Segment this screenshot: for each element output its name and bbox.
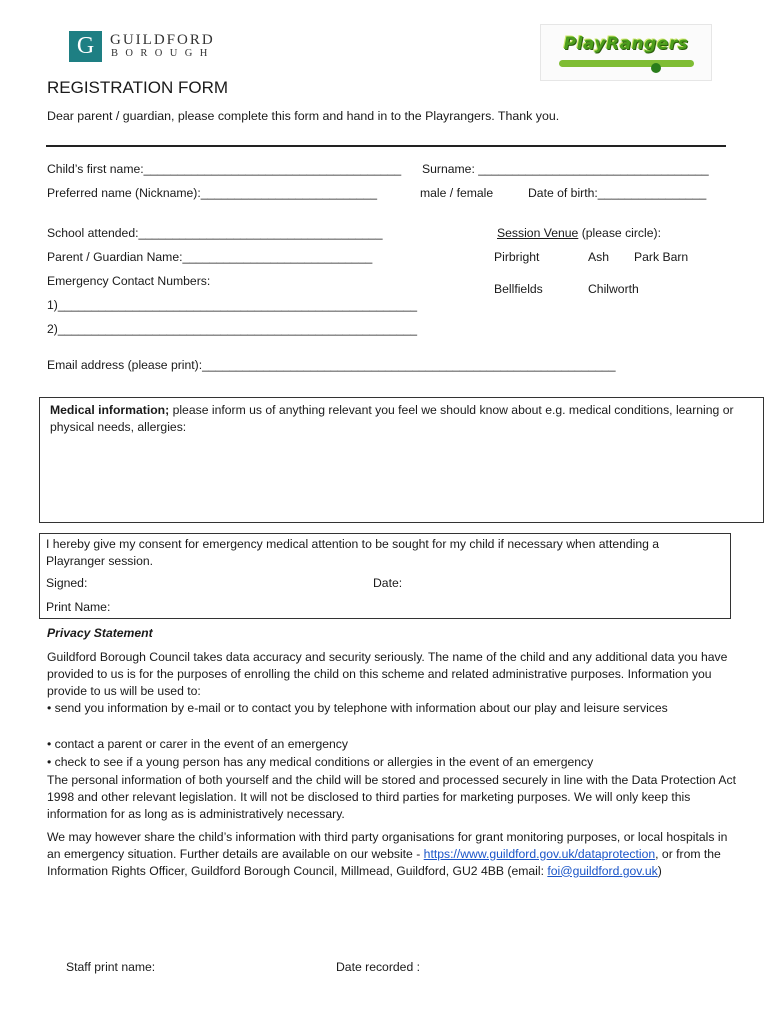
- foi-email-link[interactable]: foi@guildford.gov.uk: [547, 863, 658, 878]
- privacy-paragraph-2: The personal information of both yourself and the child will be stored and processed securely in line with the Data Protection Act 1998 and other relevant legislation. It will not be disclosed to third parties for marketing purposes. We will only keep this information for as long as is administratively necessary.: [47, 773, 736, 821]
- venue-option-chilworth[interactable]: Chilworth: [588, 282, 639, 296]
- privacy-bullet-2: • contact a parent or carer in the event of an emergency: [47, 737, 348, 751]
- consent-statement: I hereby give my consent for emergency medical attention to be sought for my child if necessary when attending a Playranger session.: [46, 537, 660, 568]
- consent-box: [39, 533, 731, 619]
- form-title: REGISTRATION FORM: [47, 78, 229, 97]
- privacy-paragraph-1: Guildford Borough Council takes data accuracy and security seriously. The name of the child and any additional data you have provided to us is for the purposes of enrolling the child on this scheme and related administrative purposes. Information you provide to us will be used to:: [47, 650, 728, 698]
- emergency-contacts-label: Emergency Contact Numbers:: [47, 274, 211, 288]
- medical-information-label: Medical information;: [50, 403, 170, 417]
- privacy-paragraph-3: [47, 829, 737, 879]
- privacy-heading: Privacy Statement: [47, 626, 153, 640]
- privacy-p3-mid: , or from the Information Rights Officer, Guildford Borough Council, Millmead, Guildford, GU2 4BB (email:: [47, 846, 721, 878]
- consent-signed-field[interactable]: Signed:: [46, 576, 88, 590]
- preferred-name-field[interactable]: Preferred name (Nickname):__________________________: [47, 186, 377, 200]
- session-venue-heading: [497, 226, 661, 240]
- venue-option-pirbright[interactable]: Pirbright: [494, 250, 540, 264]
- session-venue-label: Session Venue: [497, 226, 579, 240]
- playrangers-logo-text: PlayRangers: [563, 34, 689, 54]
- header-divider: [46, 145, 726, 147]
- medical-information-prompt: please inform us of anything relevant you feel we should know about e.g. medical conditions, learning or physical needs, allergies:: [50, 403, 734, 434]
- gender-choice[interactable]: male / female: [420, 186, 494, 200]
- playrangers-grass-shape: [559, 60, 694, 67]
- medical-information-text: [50, 402, 740, 436]
- privacy-bullet-3: • check to see if a young person has any medical conditions or allergies in the event of an emergency: [47, 755, 594, 769]
- date-of-birth-field[interactable]: Date of birth:________________: [528, 186, 707, 200]
- school-attended-field[interactable]: School attended:____________________________________: [47, 226, 383, 240]
- emergency-contact-2-field[interactable]: 2)_____________________________________________________: [47, 322, 418, 336]
- date-recorded-field[interactable]: Date recorded :: [336, 960, 421, 974]
- guildford-logo-line2: BOROUGH: [111, 48, 215, 59]
- session-venue-hint: (please circle):: [578, 226, 661, 240]
- childs-first-name-field[interactable]: Child’s first name:______________________________________: [47, 162, 402, 176]
- privacy-bullet-1: • send you information by e-mail or to contact you by telephone with information about our play and leisure services: [47, 701, 668, 715]
- email-address-field[interactable]: Email address (please print):_____________________________________________________________: [47, 358, 616, 372]
- privacy-p3-start: We may however share the child’s information with third party organisations for grant monitoring purposes, or local hospitals in an emergency situation. Further details are available on our website -: [47, 830, 728, 861]
- consent-print-name-field[interactable]: Print Name:: [46, 600, 111, 614]
- privacy-p3-end: ): [657, 863, 662, 878]
- consent-date-field[interactable]: Date:: [373, 576, 403, 590]
- form-intro: Dear parent / guardian, please complete this form and hand in to the Playrangers. Thank you.: [47, 109, 560, 123]
- venue-option-ash[interactable]: Ash: [588, 250, 610, 264]
- emergency-contact-1-field[interactable]: 1)_____________________________________________________: [47, 298, 418, 312]
- playrangers-logo: [540, 24, 712, 81]
- parent-guardian-field[interactable]: Parent / Guardian Name:____________________________: [47, 250, 373, 264]
- data-protection-link[interactable]: https://www.guildford.gov.uk/dataprotection: [423, 846, 656, 861]
- medical-information-box[interactable]: [39, 397, 764, 523]
- surname-field[interactable]: Surname: __________________________________: [422, 162, 709, 176]
- venue-option-park-barn[interactable]: Park Barn: [634, 250, 689, 264]
- staff-print-name-field[interactable]: Staff print name:: [66, 960, 156, 974]
- playrangers-ball-icon: [651, 63, 661, 73]
- venue-option-bellfields[interactable]: Bellfields: [494, 282, 543, 296]
- guildford-logo-line1: GUILDFORD: [110, 32, 215, 48]
- guildford-logo-mark: G: [69, 31, 102, 62]
